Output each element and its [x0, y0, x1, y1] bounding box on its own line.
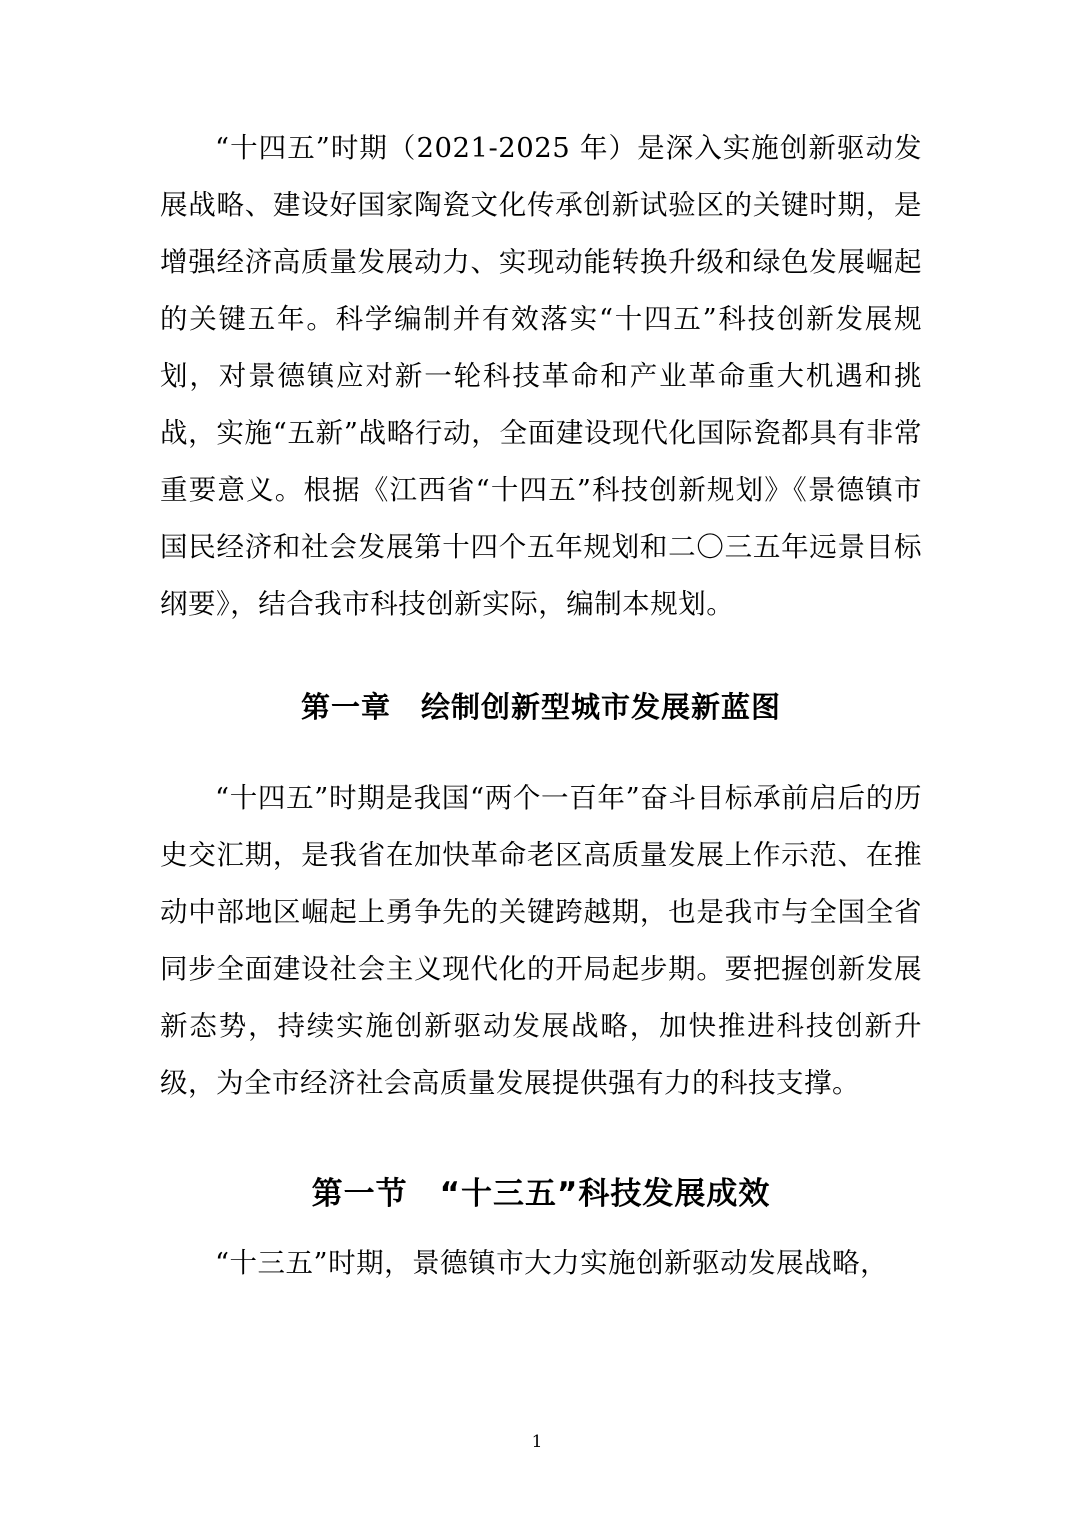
section-heading: 第一节 “十三五”科技发展成效 [311, 1176, 771, 1212]
paragraph-intro: “十四五”时期（2021-2025 年）是深入实施创新驱动发展战略、建设好国家陶瓷文化传承创新试验区的关键时期，是增强经济高质量发展动力、实现动能转换升级和绿色发展崛起的关键五年。科学编制并有效落实“十四五”科技创新发展规划，对景德镇应对新一轮科技革命和产业革命重大机遇和挑战，实施“五新”战略行动，全面建设现代化国际瓷都具有非常重要意义。根据《江西省“十四五”科技创新规划》《景德镇市国民经济和社会发展第十四个五年规划和二〇三五年远景目标纲要》，结合我市科技创新实际，编制本规划。 [160, 132, 922, 620]
page-content [160, 120, 922, 1292]
paragraph-section-one-body: “十三五”时期，景德镇市大力实施创新驱动发展战略， [215, 1247, 889, 1279]
paragraph-chapter-one-body: “十四五”时期是我国“两个一百年”奋斗目标承前启后的历史交汇期，是我省在加快革命老区高质量发展上作示范、在推动中部地区崛起上勇争先的关键跨越期，也是我市与全国全省同步全面建设社会主义现代化的开局起步期。要把握创新发展新态势，持续实施创新驱动发展战略，加快推进科技创新升级，为全市经济社会高质量发展提供强有力的科技支撑。 [160, 782, 922, 1099]
chapter-heading: 第一章 绘制创新型城市发展新蓝图 [300, 690, 781, 724]
page-number: 1 [531, 1432, 543, 1452]
